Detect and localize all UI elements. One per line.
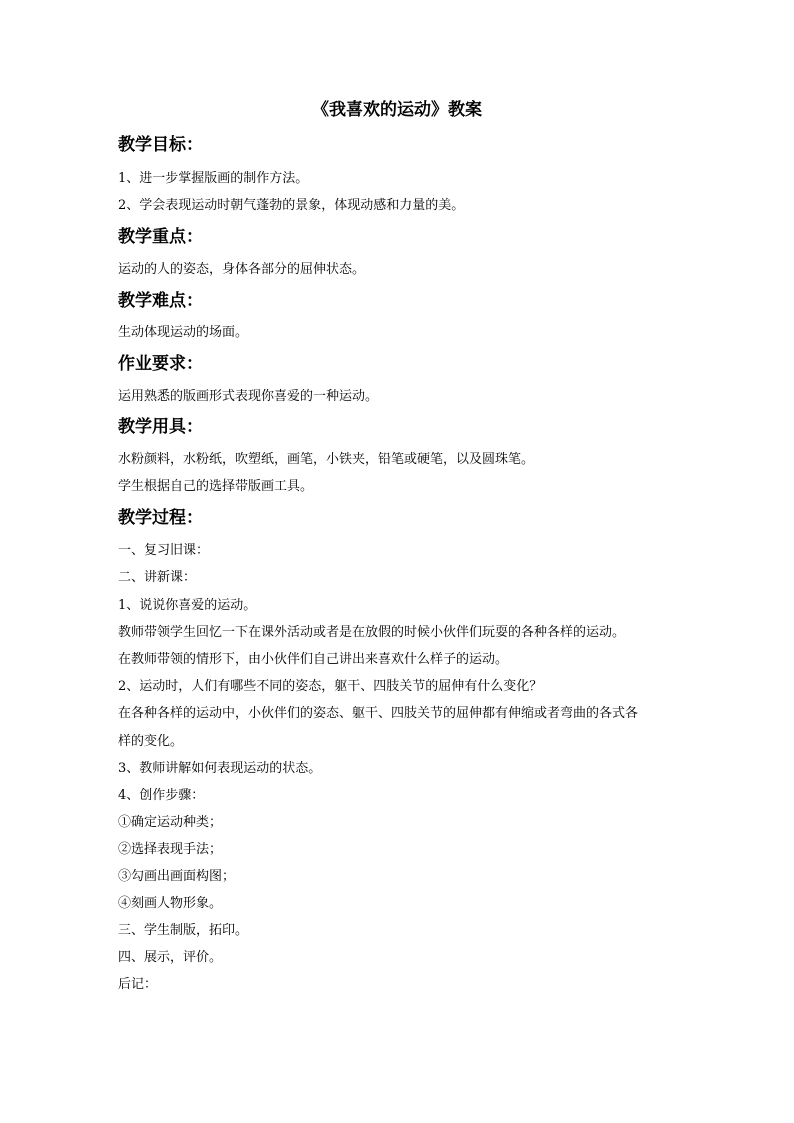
process-line-8: 样的变化。 <box>118 734 184 749</box>
key-points-line-1: 运动的人的姿态，身体各部分的屈伸状态。 <box>118 262 366 277</box>
process-line-4: 教师带领学生回忆一下在课外活动或者是在放假的时候小伙伴们玩耍的各种各样的运动。 <box>118 625 626 640</box>
section-heading-tools: 教学用具： <box>118 417 203 437</box>
process-line-16: 四、展示，评价。 <box>118 950 223 965</box>
process-line-17: 后记： <box>118 977 158 992</box>
tools-line-1: 水粉颜料，水粉纸，吹塑纸，画笔，小铁夹，铅笔或硬笔，以及圆珠笔。 <box>118 452 535 467</box>
goals-line-1: 1、进一步掌握版画的制作方法。 <box>118 171 309 186</box>
section-heading-process: 教学过程： <box>118 508 203 528</box>
tools-line-2: 学生根据自己的选择带版画工具。 <box>118 479 314 494</box>
process-line-15: 三、学生制版，拓印。 <box>118 923 249 938</box>
process-line-11: ①确定运动种类； <box>118 815 223 830</box>
process-line-9: 3、教师讲解如何表现运动的状态。 <box>118 761 322 776</box>
goals-line-2: 2、学会表现运动时朝气蓬勃的景象，体现动感和力量的美。 <box>118 198 465 213</box>
process-line-13: ③勾画出画面构图； <box>118 869 236 884</box>
process-line-7: 在各种各样的运动中，小伙伴们的姿态、躯干、四肢关节的屈伸都有伸缩或者弯曲的各式各 <box>118 706 639 721</box>
process-line-5: 在教师带领的情形下，由小伙伴们自己讲出来喜欢什么样子的运动。 <box>118 652 509 667</box>
section-heading-goals: 教学目标： <box>118 135 203 155</box>
process-line-1: 一、复习旧课： <box>118 543 210 558</box>
process-line-12: ②选择表现手法； <box>118 842 223 857</box>
page-title: 《我喜欢的运动》教案 <box>312 100 482 120</box>
homework-line-1: 运用熟悉的版画形式表现你喜爱的一种运动。 <box>118 389 379 404</box>
process-line-2: 二、讲新课： <box>118 570 197 585</box>
process-line-3: 1、说说你喜爱的运动。 <box>118 598 257 613</box>
difficulties-line-1: 生动体现运动的场面。 <box>118 325 249 340</box>
section-heading-homework: 作业要求： <box>118 354 203 374</box>
section-heading-difficulties: 教学难点： <box>118 291 203 311</box>
process-line-14: ④刻画人物形象。 <box>118 896 223 911</box>
section-heading-key-points: 教学重点： <box>118 227 203 247</box>
process-line-6: 2、运动时，人们有哪些不同的姿态，躯干、四肢关节的屈伸有什么变化？ <box>118 679 543 694</box>
process-line-10: 4、创作步骤： <box>118 788 205 803</box>
